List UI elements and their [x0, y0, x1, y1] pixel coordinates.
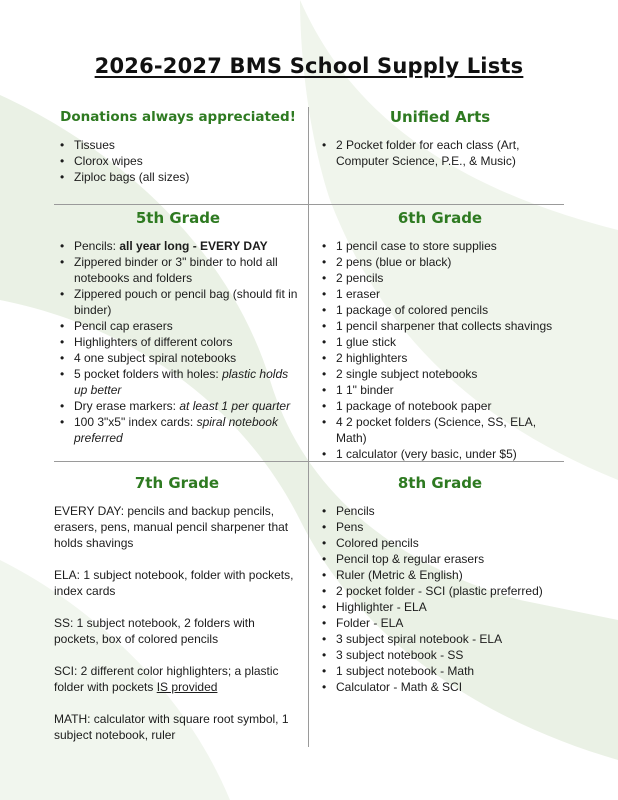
vertical-divider [308, 107, 309, 747]
grade7-math: MATH: calculator with square root symbol, 1 subject notebook, ruler [54, 712, 289, 742]
section-heading: Donations always appreciated! [60, 109, 296, 125]
list-item: • 100 3"x5" index cards: spiral notebook preferred [54, 414, 302, 446]
list-item: • Pens [316, 519, 564, 535]
list-item: • 1 pencil sharpener that collects shavings [316, 318, 564, 334]
list-item: • Dry erase markers: at least 1 per quarter [54, 398, 302, 414]
grade8-section [316, 473, 564, 695]
list-item: • 4 one subject spiral notebooks [54, 350, 302, 366]
grade7-ss: SS: 1 subject notebook, 2 folders with pockets, box of colored pencils [54, 616, 255, 646]
list-item: • Pencils: all year long - EVERY DAY [54, 238, 302, 254]
list-item: • 2 single subject notebooks [316, 366, 564, 382]
list-item: • Tissues [54, 137, 302, 153]
list-item: • Zippered pouch or pencil bag (should fit in binder) [54, 286, 302, 318]
grade5-section [54, 208, 302, 446]
list-item: • 4 2 pocket folders (Science, SS, ELA, Math) [316, 414, 564, 446]
list-item: • 1 eraser [316, 286, 564, 302]
list-item: • 2 pens (blue or black) [316, 254, 564, 270]
grade6-section [316, 208, 564, 462]
section-heading: 6th Grade [397, 209, 483, 227]
list-item: • 1 calculator (very basic, under $5) [316, 446, 564, 462]
list-item: • Colored pencils [316, 535, 564, 551]
list-item: • 2 pencils [316, 270, 564, 286]
unified-arts-section [316, 107, 564, 169]
horizontal-divider [54, 204, 564, 205]
list-item: • Zippered binder or 3" binder to hold all notebooks and folders [54, 254, 302, 286]
list-item: • Highlighters of different colors [54, 334, 302, 350]
grade5-list [54, 238, 302, 446]
grade7-section [54, 473, 300, 759]
donations-section [54, 107, 302, 185]
section-heading: Unified Arts [389, 108, 491, 126]
list-item: • Ziploc bags (all sizes) [54, 169, 302, 185]
section-heading: 7th Grade [134, 474, 220, 492]
list-item: • Highlighter - ELA [316, 599, 564, 615]
section-heading: 8th Grade [397, 474, 483, 492]
list-item: • 2 Pocket folder for each class (Art, Computer Science, P.E., & Music) [316, 137, 564, 169]
list-item: • 1 package of notebook paper [316, 398, 564, 414]
list-item: • Clorox wipes [54, 153, 302, 169]
page-title: 2026-2027 BMS School Supply Lists [94, 54, 524, 78]
list-item: • 3 subject spiral notebook - ELA [316, 631, 564, 647]
list-item: • 1 glue stick [316, 334, 564, 350]
grade6-list [316, 238, 564, 462]
list-item: • Calculator - Math & SCI [316, 679, 564, 695]
grade7-every-day: EVERY DAY: pencils and backup pencils, erasers, pens, manual pencil sharpener that holds shavings [54, 504, 289, 550]
grade7-sci: SCI: 2 different color highlighters; a plastic folder with pockets IS provided [54, 664, 279, 694]
list-item: • 1 subject notebook - Math [316, 663, 564, 679]
list-item: • 3 subject notebook - SS [316, 647, 564, 663]
list-item: • Pencil cap erasers [54, 318, 302, 334]
grade7-ela: ELA: 1 subject notebook, folder with pockets, index cards [54, 568, 294, 598]
list-item: • 5 pocket folders with holes: plastic holds up better [54, 366, 302, 398]
list-item: • 1 pencil case to store supplies [316, 238, 564, 254]
list-item: • Folder - ELA [316, 615, 564, 631]
list-item: • 2 highlighters [316, 350, 564, 366]
list-item: • Pencil top & regular erasers [316, 551, 564, 567]
list-item: • 1 1" binder [316, 382, 564, 398]
list-item: • Pencils [316, 503, 564, 519]
list-item: • 1 package of colored pencils [316, 302, 564, 318]
list-item: • 2 pocket folder - SCI (plastic preferred) [316, 583, 564, 599]
section-heading: 5th Grade [135, 209, 221, 227]
list-item: • Ruler (Metric & English) [316, 567, 564, 583]
donations-list [54, 137, 302, 185]
grade8-list [316, 503, 564, 695]
unified-arts-list [316, 137, 564, 169]
